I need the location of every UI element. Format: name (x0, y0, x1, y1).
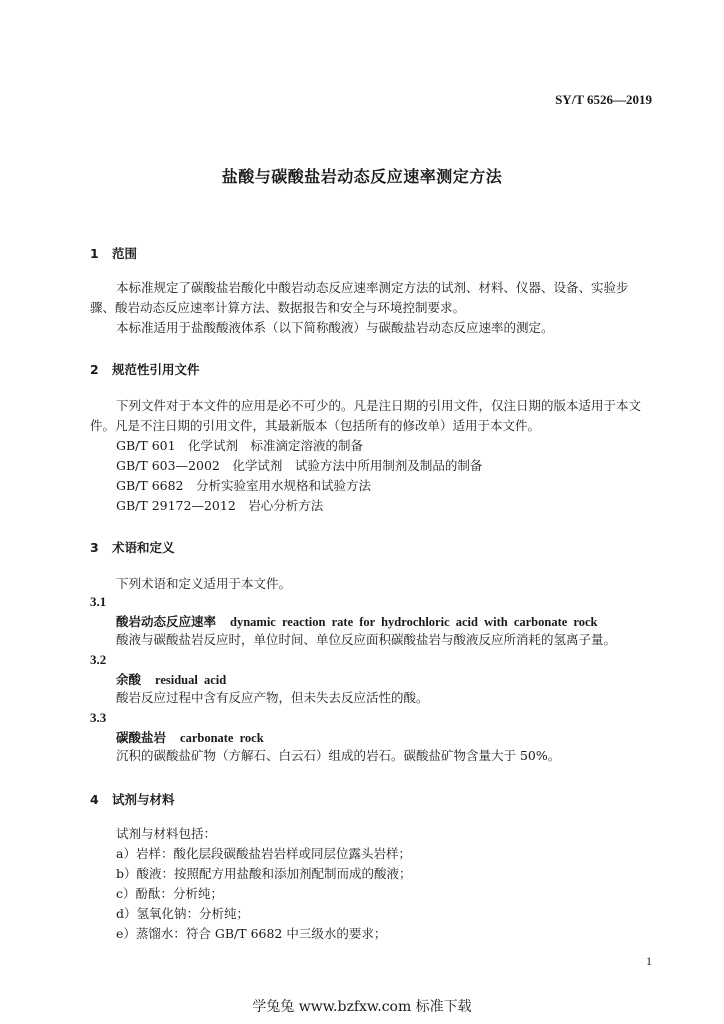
reference-item: GB/T 601 化学试剂 标准滴定溶液的制备 (116, 438, 364, 453)
term-number: 3.2 (90, 652, 107, 667)
term-definition: 沉积的碳酸盐矿物（方解石、白云石）组成的岩石。碳酸盐矿物含量大于 50%。 (116, 748, 561, 763)
section-1-paragraph-2: 本标准适用于盐酸酸液体系（以下简称酸液）与碳酸盐岩动态反应速率的测定。 (116, 320, 554, 335)
list-item: d）氢氧化钠：分析纯； (116, 906, 250, 921)
section-4-intro: 试剂与材料包括： (116, 826, 217, 841)
term-zh: 碳酸盐岩 (116, 730, 167, 745)
section-title: 试剂与材料 (112, 792, 175, 807)
term-zh: 酸岩动态反应速率 (116, 614, 217, 629)
section-title: 规范性引用文件 (112, 362, 200, 377)
reference-item: GB/T 603—2002 化学试剂 试验方法中所用制剂及制品的制备 (116, 458, 483, 473)
term-en: dynamic reaction rate for hydrochloric acid with carbonate rock (230, 615, 598, 629)
document-title: 盐酸与碳酸盐岩动态反应速率测定方法 (221, 167, 503, 186)
list-item: a）岩样：酸化层段碳酸盐岩岩样或同层位露头岩样； (116, 846, 411, 861)
list-item: c）酚酞：分析纯； (116, 886, 224, 901)
section-2-paragraph-line-2: 件。凡是不注日期的引用文件，其最新版本（包括所有的修改单）适用于本文件。 (90, 418, 541, 433)
term-definition: 酸液与碳酸盐岩反应时，单位时间、单位反应面积碳酸盐岩与酸液反应所消耗的氢离子量。 (116, 632, 617, 647)
term-definition: 酸岩反应过程中含有反应产物，但未失去反应活性的酸。 (116, 690, 429, 705)
page-number: 1 (646, 954, 652, 968)
section-4-heading (90, 790, 175, 808)
term-zh: 余酸 (116, 672, 142, 687)
section-number: 3 (90, 540, 99, 555)
standard-code: SY/T 6526—2019 (555, 92, 652, 107)
site-watermark: 学兔兔 www.bzfxw.com 标准下载 (252, 999, 472, 1015)
list-item: b）酸液：按照配方用盐酸和添加剂配制而成的酸液； (116, 866, 412, 881)
section-2-paragraph-line-1: 下列文件对于本文件的应用是必不可少的。凡是注日期的引用文件，仅注日期的版本适用于本文 (116, 398, 642, 413)
term-heading (116, 670, 226, 688)
term-en: carbonate rock (180, 731, 264, 745)
term-en: residual acid (155, 673, 227, 687)
section-number: 2 (90, 362, 99, 377)
term-heading (116, 728, 264, 746)
section-title: 术语和定义 (112, 540, 175, 555)
section-3-intro: 下列术语和定义适用于本文件。 (116, 576, 292, 591)
term-number: 3.3 (90, 710, 107, 725)
section-1-paragraph-1-line-1: 本标准规定了碳酸盐岩酸化中酸岩动态反应速率测定方法的试剂、材料、仪器、设备、实验步 (116, 280, 629, 295)
section-2-heading (90, 360, 200, 378)
section-title: 范围 (112, 246, 138, 261)
term-number: 3.1 (90, 594, 107, 609)
term-heading (116, 612, 598, 630)
list-item: e）蒸馏水：符合 GB/T 6682 中三级水的要求； (116, 926, 387, 941)
reference-item: GB/T 29172—2012 岩心分析方法 (116, 498, 324, 513)
section-number: 4 (90, 792, 99, 807)
section-1-heading (90, 244, 137, 262)
section-1-paragraph-1-line-2: 骤、酸岩动态反应速率计算方法、数据报告和安全与环境控制要求。 (90, 300, 466, 315)
reference-item: GB/T 6682 分析实验室用水规格和试验方法 (116, 478, 372, 493)
section-number: 1 (90, 246, 99, 261)
section-3-heading (90, 538, 175, 556)
